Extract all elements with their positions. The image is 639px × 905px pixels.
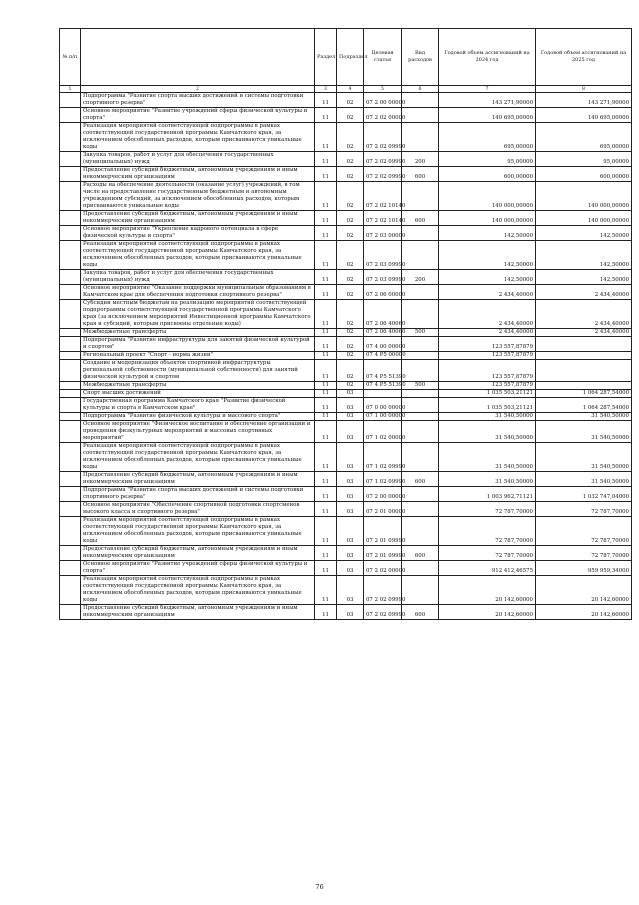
row-vid-raskhodov <box>402 123 439 152</box>
row-vid-raskhodov: 500 <box>402 329 439 337</box>
row-podrazdel: 02 <box>337 285 364 300</box>
row-name: Межбюджетные трансферты <box>81 382 315 390</box>
row-podrazdel: 03 <box>337 561 364 576</box>
row-vid-raskhodov <box>402 413 439 421</box>
row-number <box>60 270 81 285</box>
row-number <box>60 226 81 241</box>
row-tselevaya-statya: 07 1 02 09990 <box>364 443 402 472</box>
row-vid-raskhodov: 600 <box>402 605 439 620</box>
row-number <box>60 285 81 300</box>
row-podrazdel: 03 <box>337 398 364 413</box>
row-tselevaya-statya: 07 2 06 40060 <box>364 329 402 337</box>
row-razdel: 11 <box>315 337 337 352</box>
row-amount-2024: 142,50000 <box>439 270 536 285</box>
row-podrazdel: 02 <box>337 300 364 329</box>
row-podrazdel: 03 <box>337 517 364 546</box>
row-podrazdel: 03 <box>337 472 364 487</box>
row-podrazdel: 03 <box>337 487 364 502</box>
table-row <box>60 502 632 517</box>
row-razdel: 11 <box>315 123 337 152</box>
row-name: Подпрограмма "Развитие спорта высших достижений и системы подготовки спортивного резерва" <box>81 487 315 502</box>
row-amount-2025: 140 695,00000 <box>536 108 632 123</box>
table-row <box>60 300 632 329</box>
table-row <box>60 561 632 576</box>
table-row <box>60 337 632 352</box>
row-vid-raskhodov <box>402 108 439 123</box>
row-name: Реализация мероприятий соответствующей подпрограммы в рамках соответствующей государственной программы Камчатского края, за исключением обособленных расходов, которым присваиваются уникальные коды <box>81 123 315 152</box>
row-amount-2025: 2 434,40000 <box>536 329 632 337</box>
row-amount-2025: 140 000,00000 <box>536 211 632 226</box>
page-number: 76 <box>315 883 324 891</box>
row-number <box>60 517 81 546</box>
row-amount-2025 <box>536 382 632 390</box>
row-amount-2024: 31 540,50000 <box>439 413 536 421</box>
row-amount-2024: 31 540,50000 <box>439 472 536 487</box>
row-name: Подпрограмма "Развитие физической культуры и массового спорта" <box>81 413 315 421</box>
row-tselevaya-statya: 07 2 03 09990 <box>364 270 402 285</box>
column-number: 2 <box>81 86 315 93</box>
row-tselevaya-statya: 07 4 P5 51390 <box>364 382 402 390</box>
table-row <box>60 398 632 413</box>
row-tselevaya-statya: 07 2 00 00000 <box>364 93 402 108</box>
row-razdel: 11 <box>315 390 337 398</box>
row-name: Основное мероприятие "Обеспечение спортивной подготовки спортсменов высокого класса и спортивного резерва" <box>81 502 315 517</box>
row-tselevaya-statya: 07 2 02 00000 <box>364 108 402 123</box>
row-number <box>60 398 81 413</box>
table-row <box>60 226 632 241</box>
row-razdel: 11 <box>315 182 337 211</box>
row-name: Подпрограмма "Развитие инфраструктуры для занятий физической культурой и спортом" <box>81 337 315 352</box>
column-number: 6 <box>402 86 439 93</box>
table-row <box>60 167 632 182</box>
row-name: Основное мероприятие "Развитие учреждений сферы физической культуры и спорта" <box>81 561 315 576</box>
row-number <box>60 352 81 360</box>
row-amount-2025 <box>536 352 632 360</box>
row-tselevaya-statya: 07 1 00 00000 <box>364 413 402 421</box>
row-name: Региональный проект "Спорт - норма жизни" <box>81 352 315 360</box>
row-vid-raskhodov: 600 <box>402 167 439 182</box>
row-vid-raskhodov <box>402 300 439 329</box>
row-amount-2024: 912 412,46575 <box>439 561 536 576</box>
row-vid-raskhodov <box>402 182 439 211</box>
column-number: 8 <box>536 86 632 93</box>
row-amount-2025: 2 434,40000 <box>536 285 632 300</box>
table-row <box>60 487 632 502</box>
table-row <box>60 152 632 167</box>
row-tselevaya-statya: 07 2 06 40060 <box>364 300 402 329</box>
row-number <box>60 108 81 123</box>
row-amount-2024: 123 557,87879 <box>439 337 536 352</box>
row-podrazdel: 02 <box>337 382 364 390</box>
row-name: Реализация мероприятий соответствующей подпрограммы в рамках соответствующей государственной программы Камчатского края, за исключением обособленных расходов, которым присваиваются уникальные коды <box>81 517 315 546</box>
row-vid-raskhodov: 600 <box>402 546 439 561</box>
row-razdel: 11 <box>315 561 337 576</box>
row-name: Реализация мероприятий соответствующей подпрограммы в рамках соответствующей государственной программы Камчатского края, за исключением обособленных расходов, которым присваиваются уникальные коды <box>81 443 315 472</box>
row-podrazdel: 02 <box>337 108 364 123</box>
row-tselevaya-statya: 07 2 02 09990 <box>364 605 402 620</box>
row-vid-raskhodov <box>402 226 439 241</box>
table-row <box>60 360 632 382</box>
row-razdel: 11 <box>315 472 337 487</box>
row-razdel: 11 <box>315 226 337 241</box>
row-amount-2025: 2 434,40000 <box>536 300 632 329</box>
header-razdel: Раздел <box>315 29 337 86</box>
header-year-2025: Годовой объем ассигнований на 2025 год <box>536 29 632 86</box>
row-name: Расходы на обеспечение деятельности (оказание услуг) учреждений, в том числе на предоставление государственным бюджетным и автономным учреждениям субсидий, за исключением обособленных расходов, которым присваиваются уникальные коды <box>81 182 315 211</box>
row-razdel: 11 <box>315 93 337 108</box>
row-amount-2024: 1 003 962,71121 <box>439 487 536 502</box>
column-number: 3 <box>315 86 337 93</box>
row-razdel: 11 <box>315 487 337 502</box>
row-tselevaya-statya: 07 2 03 09990 <box>364 241 402 270</box>
row-amount-2024: 2 434,40000 <box>439 285 536 300</box>
row-number <box>60 360 81 382</box>
row-amount-2024: 140 000,00000 <box>439 182 536 211</box>
row-amount-2024: 72 787,70000 <box>439 546 536 561</box>
row-podrazdel: 02 <box>337 270 364 285</box>
row-tselevaya-statya: 07 1 02 09990 <box>364 472 402 487</box>
table-row <box>60 241 632 270</box>
row-razdel: 11 <box>315 352 337 360</box>
row-tselevaya-statya: 07 4 00 00000 <box>364 337 402 352</box>
row-podrazdel: 03 <box>337 546 364 561</box>
row-name: Реализация мероприятий соответствующей подпрограммы в рамках соответствующей государственной программы Камчатского края, за исключением обособленных расходов, которым присваиваются уникальные коды <box>81 241 315 270</box>
row-razdel: 11 <box>315 382 337 390</box>
header-tselevaya-statya: Целевая статья <box>364 29 402 86</box>
row-podrazdel: 03 <box>337 421 364 443</box>
table-header-row <box>60 29 632 86</box>
row-name: Межбюджетные трансферты <box>81 329 315 337</box>
row-name: Основное мероприятие "Развитие учреждений сферы физической культуры и спорта" <box>81 108 315 123</box>
row-tselevaya-statya: 07 2 02 09990 <box>364 167 402 182</box>
row-razdel: 11 <box>315 285 337 300</box>
row-amount-2024: 140 695,00000 <box>439 108 536 123</box>
row-podrazdel: 03 <box>337 413 364 421</box>
row-number <box>60 241 81 270</box>
row-number <box>60 337 81 352</box>
row-amount-2025 <box>536 337 632 352</box>
row-amount-2025: 143 271,90000 <box>536 93 632 108</box>
row-name: Предоставление субсидий бюджетным, автономным учреждениям и иным некоммерческим организациям <box>81 211 315 226</box>
row-podrazdel: 03 <box>337 605 364 620</box>
header-year-2024: Годовой объем ассигнований на 2024 год <box>439 29 536 86</box>
row-amount-2025: 20 142,60000 <box>536 576 632 605</box>
row-tselevaya-statya: 07 2 02 10140 <box>364 182 402 211</box>
table-row <box>60 421 632 443</box>
column-number: 4 <box>337 86 364 93</box>
row-amount-2025: 72 787,70000 <box>536 546 632 561</box>
row-name: Основное мероприятие "Укрепление кадрового потенциала в сфере физической культуры и спорта" <box>81 226 315 241</box>
row-name: Субсидии местным бюджетам на реализацию мероприятий соответствующей подпрограммы соответствующей государственной программы Камчатского края (за исключением мероприятий Инвестиционной программы Камчатского края и субсидий, которым присвоены отдельные коды) <box>81 300 315 329</box>
column-number-row <box>60 86 632 93</box>
row-razdel: 11 <box>315 329 337 337</box>
row-amount-2024: 1 035 503,21121 <box>439 390 536 398</box>
row-podrazdel: 03 <box>337 502 364 517</box>
row-vid-raskhodov <box>402 576 439 605</box>
row-number <box>60 300 81 329</box>
row-vid-raskhodov <box>402 443 439 472</box>
header-num: № п/п <box>60 29 81 86</box>
row-razdel: 11 <box>315 241 337 270</box>
row-razdel: 11 <box>315 443 337 472</box>
row-amount-2025: 140 000,00000 <box>536 182 632 211</box>
row-tselevaya-statya: 07 2 02 00000 <box>364 561 402 576</box>
row-amount-2024: 72 787,70000 <box>439 517 536 546</box>
row-razdel: 11 <box>315 502 337 517</box>
row-tselevaya-statya: 07 2 01 00000 <box>364 502 402 517</box>
row-amount-2025: 72 787,70000 <box>536 517 632 546</box>
row-vid-raskhodov: 600 <box>402 472 439 487</box>
table-row <box>60 605 632 620</box>
row-amount-2024: 72 787,70000 <box>439 502 536 517</box>
table-row <box>60 413 632 421</box>
row-podrazdel: 02 <box>337 123 364 152</box>
row-name: Основное мероприятие "Физическое воспитание и обеспечение организации и проведения физкультурных мероприятий и массовых спортивных мероприятий" <box>81 421 315 443</box>
row-number <box>60 576 81 605</box>
row-number <box>60 443 81 472</box>
row-amount-2025: 142,50000 <box>536 270 632 285</box>
row-name: Предоставление субсидий бюджетным, автономным учреждениям и иным некоммерческим организациям <box>81 605 315 620</box>
header-name <box>81 29 315 86</box>
table-row <box>60 93 632 108</box>
table-row <box>60 352 632 360</box>
row-amount-2024: 31 540,50000 <box>439 421 536 443</box>
row-amount-2024: 95,00000 <box>439 152 536 167</box>
table-row <box>60 270 632 285</box>
row-vid-raskhodov: 600 <box>402 211 439 226</box>
row-razdel: 11 <box>315 517 337 546</box>
row-number <box>60 561 81 576</box>
table-row <box>60 576 632 605</box>
row-tselevaya-statya: 07 2 01 09990 <box>364 546 402 561</box>
column-number: 5 <box>364 86 402 93</box>
row-amount-2025: 31 540,50000 <box>536 413 632 421</box>
row-name: Закупка товаров, работ и услуг для обеспечения государственных (муниципальных) нужд <box>81 152 315 167</box>
row-number <box>60 167 81 182</box>
row-vid-raskhodov <box>402 421 439 443</box>
row-number <box>60 546 81 561</box>
row-vid-raskhodov <box>402 502 439 517</box>
row-razdel: 11 <box>315 167 337 182</box>
row-number <box>60 390 81 398</box>
row-amount-2025: 1 032 747,04000 <box>536 487 632 502</box>
table-row <box>60 517 632 546</box>
row-amount-2025: 20 142,60000 <box>536 605 632 620</box>
row-name: Создание и модернизация объектов спортивной инфраструктуры региональной собственности (муниципальной собственности) для занятий физической культурой и спортом <box>81 360 315 382</box>
row-amount-2024: 1 035 503,21121 <box>439 398 536 413</box>
row-razdel: 11 <box>315 605 337 620</box>
row-razdel: 11 <box>315 108 337 123</box>
row-number <box>60 123 81 152</box>
budget-table <box>59 28 632 620</box>
row-razdel: 11 <box>315 270 337 285</box>
row-number <box>60 211 81 226</box>
row-number <box>60 421 81 443</box>
row-amount-2025: 72 787,70000 <box>536 502 632 517</box>
row-number <box>60 382 81 390</box>
row-amount-2024: 143 271,90000 <box>439 93 536 108</box>
row-number <box>60 502 81 517</box>
row-podrazdel: 02 <box>337 152 364 167</box>
row-amount-2025: 600,00000 <box>536 167 632 182</box>
row-razdel: 11 <box>315 546 337 561</box>
row-amount-2024: 123 557,87879 <box>439 360 536 382</box>
row-razdel: 11 <box>315 576 337 605</box>
row-number <box>60 93 81 108</box>
row-vid-raskhodov <box>402 337 439 352</box>
row-vid-raskhodov <box>402 390 439 398</box>
header-podrazdel: Подраздел <box>337 29 364 86</box>
row-podrazdel: 02 <box>337 167 364 182</box>
row-vid-raskhodov <box>402 561 439 576</box>
row-podrazdel: 03 <box>337 390 364 398</box>
row-tselevaya-statya: 07 2 02 09990 <box>364 576 402 605</box>
table-row <box>60 329 632 337</box>
row-vid-raskhodov <box>402 352 439 360</box>
row-vid-raskhodov <box>402 487 439 502</box>
row-tselevaya-statya: 07 4 P5 00000 <box>364 352 402 360</box>
row-podrazdel: 02 <box>337 352 364 360</box>
row-amount-2025: 1 064 287,54000 <box>536 398 632 413</box>
row-tselevaya-statya: 07 2 06 00000 <box>364 285 402 300</box>
table-row <box>60 443 632 472</box>
row-razdel: 11 <box>315 152 337 167</box>
row-podrazdel: 02 <box>337 182 364 211</box>
row-vid-raskhodov <box>402 360 439 382</box>
table-row <box>60 182 632 211</box>
row-podrazdel: 03 <box>337 576 364 605</box>
row-amount-2024: 142,50000 <box>439 241 536 270</box>
row-amount-2025: 142,50000 <box>536 241 632 270</box>
row-number <box>60 605 81 620</box>
row-tselevaya-statya: 07 2 02 10140 <box>364 211 402 226</box>
column-number: 1 <box>60 86 81 93</box>
row-tselevaya-statya <box>364 390 402 398</box>
row-amount-2024: 140 000,00000 <box>439 211 536 226</box>
table-row <box>60 211 632 226</box>
row-number <box>60 413 81 421</box>
row-name: Предоставление субсидий бюджетным, автономным учреждениям и иным некоммерческим организациям <box>81 472 315 487</box>
row-amount-2024: 600,00000 <box>439 167 536 182</box>
row-vid-raskhodov <box>402 93 439 108</box>
row-amount-2024: 20 142,60000 <box>439 605 536 620</box>
row-amount-2024: 20 142,60000 <box>439 576 536 605</box>
row-tselevaya-statya: 07 2 03 00000 <box>364 226 402 241</box>
row-podrazdel: 02 <box>337 211 364 226</box>
row-razdel: 11 <box>315 413 337 421</box>
row-name: Спорт высших достижений <box>81 390 315 398</box>
table-row <box>60 123 632 152</box>
table-row <box>60 108 632 123</box>
row-amount-2024: 123 557,87879 <box>439 382 536 390</box>
row-number <box>60 487 81 502</box>
row-vid-raskhodov <box>402 398 439 413</box>
row-amount-2024: 2 434,40000 <box>439 300 536 329</box>
row-razdel: 11 <box>315 421 337 443</box>
row-podrazdel: 02 <box>337 241 364 270</box>
row-vid-raskhodov <box>402 517 439 546</box>
table-row <box>60 285 632 300</box>
row-name: Закупка товаров, работ и услуг для обеспечения государственных (муниципальных) нужд <box>81 270 315 285</box>
row-podrazdel: 02 <box>337 329 364 337</box>
row-amount-2025 <box>536 360 632 382</box>
row-vid-raskhodov <box>402 241 439 270</box>
row-amount-2025: 695,00000 <box>536 123 632 152</box>
row-amount-2024: 2 434,40000 <box>439 329 536 337</box>
row-vid-raskhodov <box>402 285 439 300</box>
row-razdel: 11 <box>315 398 337 413</box>
row-name: Основное мероприятие "Оказание поддержки муниципальным образованиям в Камчатском крае для обеспечения подготовки спортивного резерва" <box>81 285 315 300</box>
row-tselevaya-statya: 07 2 00 00000 <box>364 487 402 502</box>
row-podrazdel: 02 <box>337 360 364 382</box>
row-number <box>60 472 81 487</box>
row-amount-2024: 31 540,50000 <box>439 443 536 472</box>
row-amount-2024: 695,00000 <box>439 123 536 152</box>
row-vid-raskhodov: 200 <box>402 270 439 285</box>
row-number <box>60 329 81 337</box>
row-razdel: 11 <box>315 300 337 329</box>
column-number: 7 <box>439 86 536 93</box>
table-row <box>60 382 632 390</box>
row-amount-2025: 142,50000 <box>536 226 632 241</box>
table-row <box>60 546 632 561</box>
header-vid-raskhodov: Вид расходов <box>402 29 439 86</box>
table-row <box>60 472 632 487</box>
row-amount-2024: 142,50000 <box>439 226 536 241</box>
row-tselevaya-statya: 07 2 01 09990 <box>364 517 402 546</box>
row-amount-2025: 31 540,50000 <box>536 443 632 472</box>
row-podrazdel: 03 <box>337 443 364 472</box>
row-amount-2025: 959 959,34000 <box>536 561 632 576</box>
row-razdel: 11 <box>315 360 337 382</box>
row-name: Подпрограмма "Развитие спорта высших достижений и системы подготовки спортивного резерва" <box>81 93 315 108</box>
row-name: Реализация мероприятий соответствующей подпрограммы в рамках соответствующей государственной программы Камчатского края, за исключением обособленных расходов, которым присваиваются уникальные коды <box>81 576 315 605</box>
row-name: Предоставление субсидий бюджетным, автономным учреждениям и иным некоммерческим организациям <box>81 167 315 182</box>
row-amount-2025: 31 540,50000 <box>536 472 632 487</box>
row-name: Государственная программа Камчатского края "Развитие физической культуры и спорта в Камчатском крае" <box>81 398 315 413</box>
row-podrazdel: 02 <box>337 93 364 108</box>
table-row <box>60 390 632 398</box>
row-tselevaya-statya: 07 2 02 09990 <box>364 152 402 167</box>
row-vid-raskhodov: 500 <box>402 382 439 390</box>
row-number <box>60 152 81 167</box>
row-tselevaya-statya: 07 4 P5 51390 <box>364 360 402 382</box>
row-amount-2025: 95,00000 <box>536 152 632 167</box>
row-name: Предоставление субсидий бюджетным, автономным учреждениям и иным некоммерческим организациям <box>81 546 315 561</box>
row-tselevaya-statya: 07 1 02 00000 <box>364 421 402 443</box>
row-tselevaya-statya: 07 0 00 00000 <box>364 398 402 413</box>
row-amount-2025: 31 540,50000 <box>536 421 632 443</box>
row-amount-2025: 1 064 287,54000 <box>536 390 632 398</box>
row-tselevaya-statya: 07 2 02 09990 <box>364 123 402 152</box>
row-podrazdel: 02 <box>337 226 364 241</box>
row-razdel: 11 <box>315 211 337 226</box>
row-number <box>60 182 81 211</box>
row-amount-2024: 123 557,87879 <box>439 352 536 360</box>
row-vid-raskhodov: 200 <box>402 152 439 167</box>
row-podrazdel: 02 <box>337 337 364 352</box>
